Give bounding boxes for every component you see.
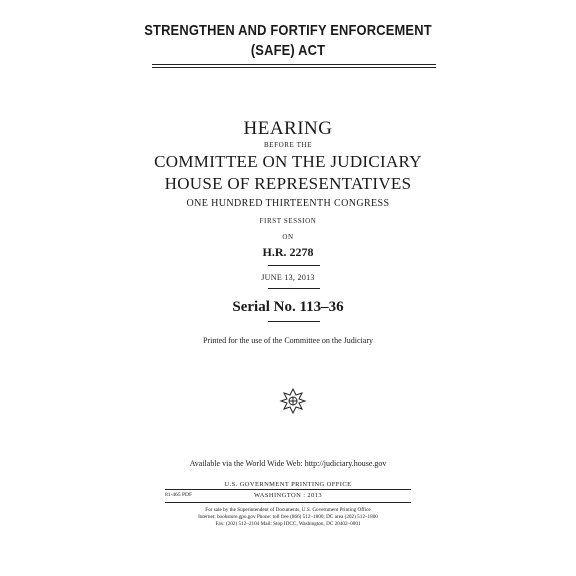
gpo-seal-icon bbox=[278, 386, 308, 416]
sale-line2: Internet: bookstore.gpo.gov Phone: toll free (866) 512–1800; DC area (202) 512–1800 bbox=[198, 514, 378, 520]
bill-number: H.R. 2278 bbox=[262, 245, 314, 259]
printed-for-note: Printed for the use of the Committee on the Judiciary bbox=[203, 336, 373, 345]
bill-rule bbox=[268, 265, 320, 266]
document-code: 81-465 PDF bbox=[165, 492, 193, 498]
session-label: FIRST SESSION bbox=[259, 217, 317, 225]
title-rule-bottom bbox=[152, 67, 436, 68]
before-the-label: BEFORE THE bbox=[263, 141, 313, 149]
congress-label: ONE HUNDRED THIRTEENTH CONGRESS bbox=[186, 198, 390, 209]
serial-number: Serial No. 113–36 bbox=[232, 299, 344, 315]
title-rule-top bbox=[152, 64, 436, 65]
gpo-office: U.S. GOVERNMENT PRINTING OFFICE bbox=[224, 481, 352, 488]
serial-rule bbox=[268, 321, 320, 322]
date-rule bbox=[268, 288, 320, 289]
document-title-line1: STRENGTHEN AND FORTIFY ENFORCEMENT bbox=[144, 22, 432, 39]
sale-line3: Fax: (202) 512–2104 Mail: Stop IDCC, Washington, DC 20402–0001 bbox=[215, 521, 361, 527]
committee-line2: HOUSE OF REPRESENTATIVES bbox=[164, 174, 412, 193]
availability-note: Available via the World Wide Web: http://judiciary.house.gov bbox=[189, 459, 387, 468]
committee-line1: COMMITTEE ON THE JUDICIARY bbox=[154, 152, 422, 171]
gpo-rule bbox=[165, 489, 411, 490]
location-year: WASHINGTON : 2013 bbox=[253, 492, 323, 499]
on-label: ON bbox=[282, 233, 294, 241]
hearing-heading: HEARING bbox=[243, 118, 333, 139]
document-title-line2: (SAFE) ACT bbox=[250, 42, 326, 59]
hearing-date: JUNE 13, 2013 bbox=[261, 273, 315, 282]
sale-rule bbox=[165, 502, 411, 503]
sale-line1: For sale by the Superintendent of Documents, U.S. Government Printing Office bbox=[205, 507, 371, 513]
